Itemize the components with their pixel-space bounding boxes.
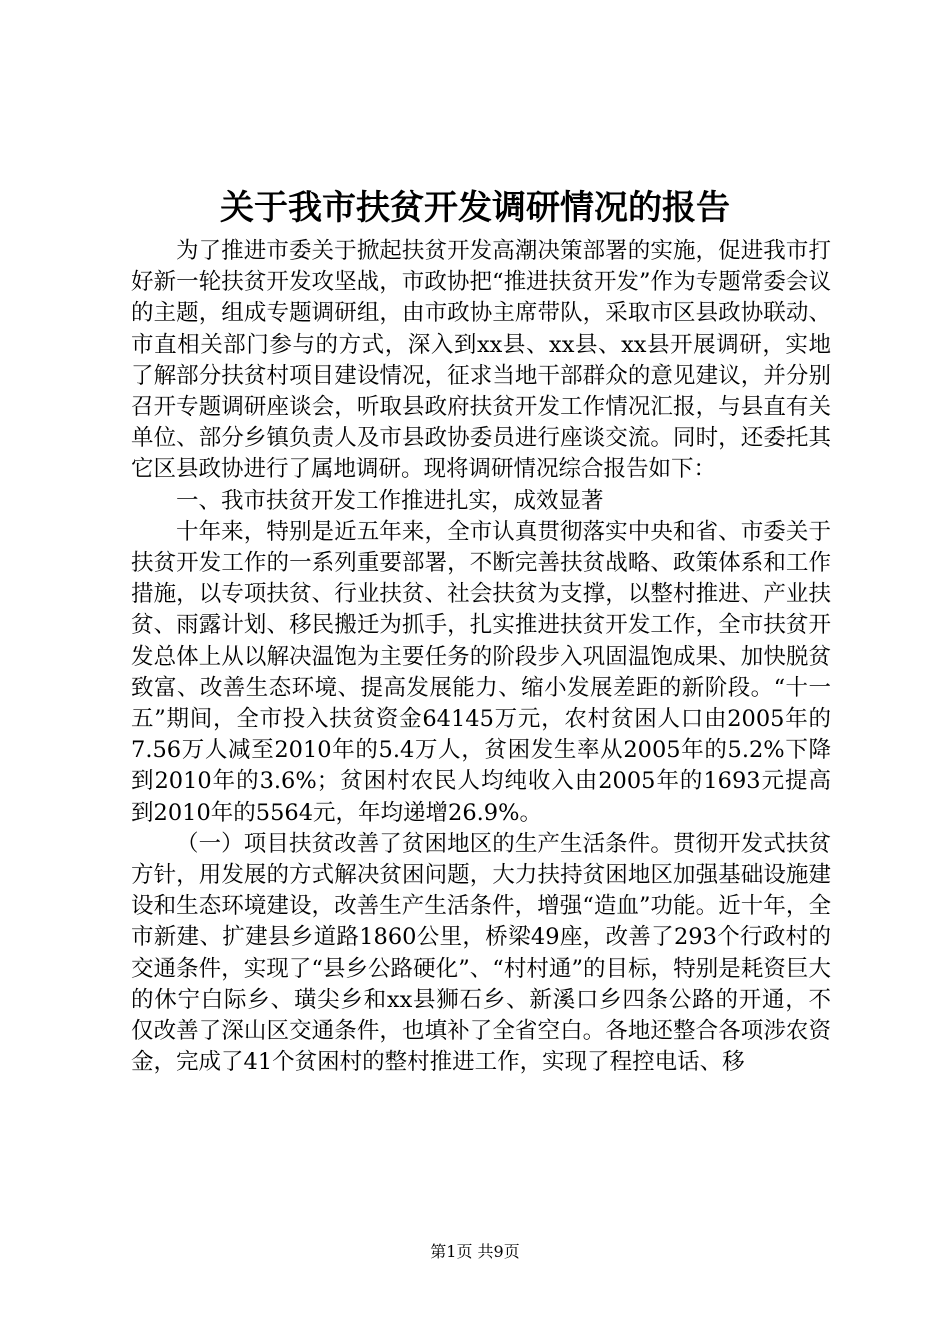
document-body — [131, 236, 831, 1078]
section-heading: 一、我市扶贫开发工作推进扎实，成效显著 — [176, 487, 604, 514]
body-paragraph: （一）项目扶贫改善了贫困地区的生产生活条件。贯彻开发式扶贫方针，用发展的方式解决贫困问题，大力扶持贫困地区加强基础设施建设和生态环境建设，改善生产生活条件，增强“造血”功能。近十年，全市新建、扩建县乡道路1860公里，桥梁49座，改善了293个行政村的交通条件，实现了“县乡公路硬化”、“村村通”的目标，特别是耗资巨大的休宁白际乡、璜尖乡和xx县狮石乡、新溪口乡四条公路的开通，不仅改善了深山区交通条件，也填补了全省空白。各地还整合各项涉农资金，完成了41个贫困村的整村推进工作，实现了程控电话、移 — [131, 830, 831, 1076]
intro-paragraph: 为了推进市委关于掀起扶贫开发高潮决策部署的实施，促进我市打好新一轮扶贫开发攻坚战，市政协把“推进扶贫开发”作为专题常委会议的主题，组成专题调研组，由市政协主席带队，采取市区县政协联动、市直相关部门参与的方式，深入到xx县、xx县、xx县开展调研，实地了解部分扶贫村项目建设情况，征求当地干部群众的意见建议，并分别召开专题调研座谈会，听取县政府扶贫开发工作情况汇报，与县直有关单位、部分乡镇负责人及市县政协委员进行座谈交流。同时，还委托其它区县政协进行了属地调研。现将调研情况综合报告如下： — [131, 238, 831, 483]
body-paragraph: 十年来，特别是近五年来，全市认真贯彻落实中央和省、市委关于扶贫开发工作的一系列重要部署，不断完善扶贫战略、政策体系和工作措施，以专项扶贫、行业扶贫、社会扶贫为支撑，以整村推进、产业扶贫、雨露计划、移民搬迁为抓手，扎实推进扶贫开发工作，全市扶贫开发总体上从以解决温饱为主要任务的阶段步入巩固温饱成果、加快脱贫致富、改善生态环境、提高发展能力、缩小发展差距的新阶段。“十一五”期间，全市投入扶贫资金64145万元，农村贫困人口由2005年的7.56万人减至2010年的5.4万人，贫困发生率从2005年的5.2%下降到2010年的3.6%；贫困村农民人均纯收入由2005年的1693元提高到2010年的5564元，年均递增26.9%。 — [131, 518, 831, 826]
document-title: 关于我市扶贫开发调研情况的报告 — [220, 188, 730, 228]
page-footer: 第1页 共9页 — [430, 1242, 520, 1261]
